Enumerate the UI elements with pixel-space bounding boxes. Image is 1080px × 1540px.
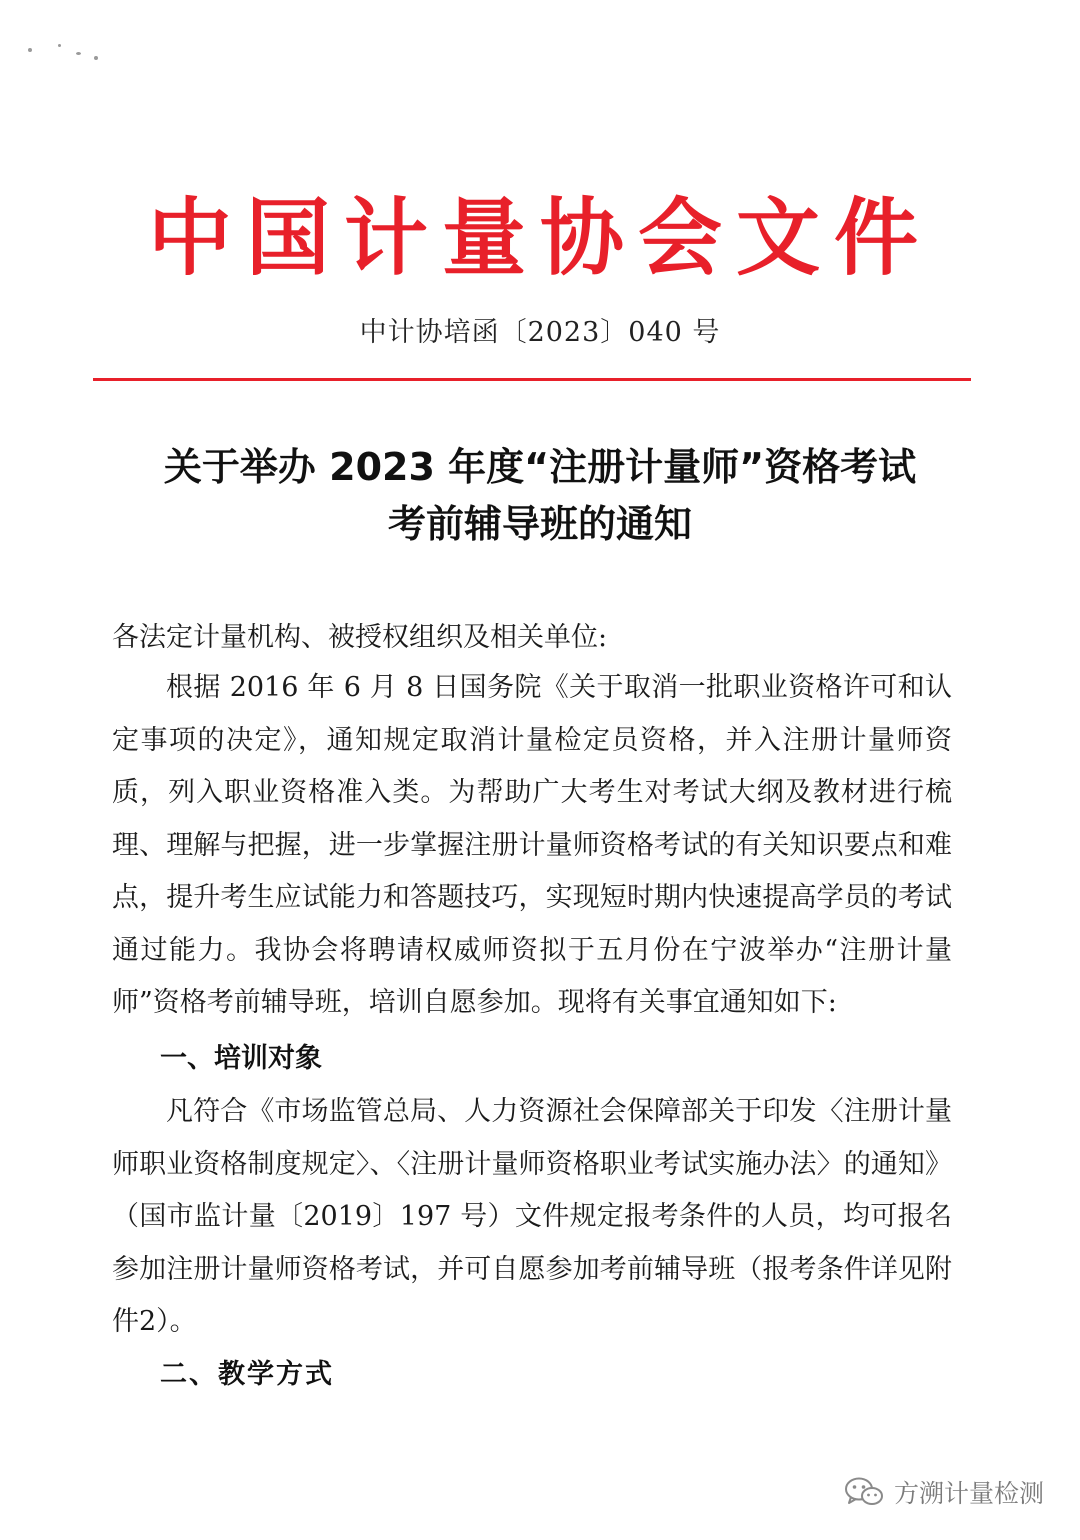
notice-title-line2: 考前辅导班的通知 [387, 502, 692, 546]
watermark [844, 1474, 1044, 1510]
document-number: 中计协培函〔2023〕040 号 [359, 317, 721, 348]
watermark-text: 方溯计量检测 [893, 1479, 1044, 1508]
document-org-title: 中国计量协会文件 [147, 188, 932, 287]
body-paragraph-1: 根据 2016 年 6 月 8 日国务院《关于取消一批职业资格许可和认定事项的决定》，通知规定取消计量检定员资格，并入注册计量师资质，列入职业资格准入类。为帮助广大考生对考试大纲及教材进行梳理、理解与把握，进一步掌握注册计量师资格考试的有关知识要点和难点，提升考生应试能力和答题技巧，实现短时期内快速提高学员的考试通过能力。我协会将聘请权威师资拟于五月份在宁波举办“注册计量师”资格考前辅导班，培训自愿参加。现将有关事宜通知如下: [112, 672, 952, 1018]
header-divider [93, 378, 971, 381]
section-heading-2: 二、教学方式 [160, 1359, 334, 1390]
notice-title-line1: 关于举办 2023 年度“注册计量师”资格考试 [163, 445, 917, 489]
wechat-icon [844, 1476, 884, 1508]
body-paragraph-2: 凡符合《市场监管总局、人力资源社会保障部关于印发〈注册计量师职业资格制度规定〉、〈注册计量师资格职业考试实施办法〉的通知》（国市监计量〔2019〕197 号）文件规定报考条件的人员，均可报名参加注册计量师资格考试，并可自愿参加考前辅导班（报考条件详见附件2）。 [112, 1096, 952, 1337]
section-heading-1: 一、培训对象 [160, 1043, 322, 1074]
scan-artifact [28, 42, 108, 66]
salutation: 各法定计量机构、被授权组织及相关单位: [112, 622, 608, 653]
